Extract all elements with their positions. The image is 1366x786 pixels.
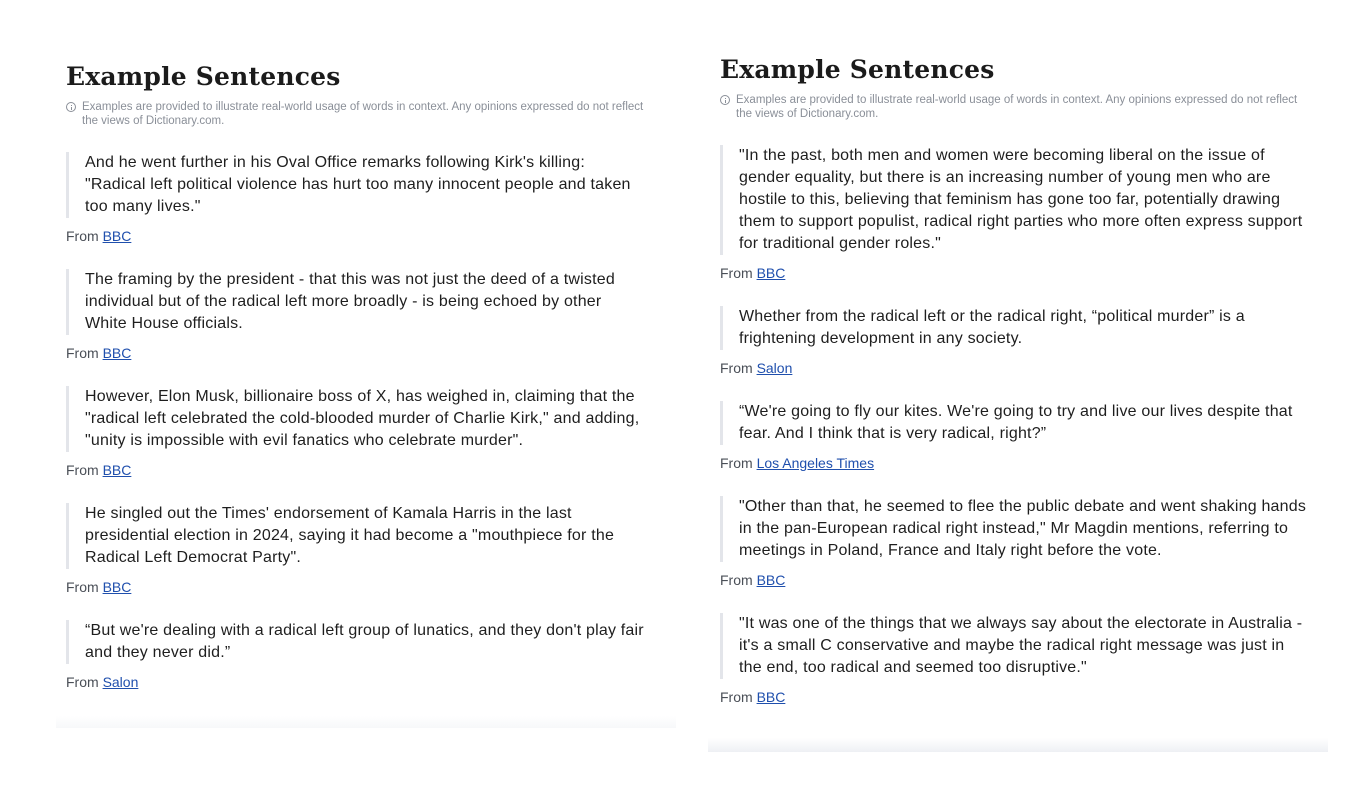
example-sentence bbox=[720, 401, 1310, 472]
source-link[interactable]: BBC bbox=[756, 572, 786, 588]
example-source bbox=[66, 344, 646, 362]
example-quote: The framing by the president - that this was not just the deed of a twisted individual but of the radical left more broadly - is being echoed by other White House officials. bbox=[66, 269, 646, 335]
example-sentence bbox=[720, 306, 1310, 377]
example-quote: And he went further in his Oval Office remarks following Kirk's killing: "Radical left political violence has hurt too many innocent people and taken too many lives." bbox=[66, 152, 646, 218]
example-source bbox=[720, 688, 1310, 706]
example-sentence bbox=[66, 620, 646, 691]
example-source bbox=[720, 571, 1310, 589]
example-sentence bbox=[66, 503, 646, 596]
disclaimer bbox=[720, 93, 1310, 121]
disclaimer-text: Examples are provided to illustrate real-world usage of words in context. Any opinions expressed do not reflect the views of Dictionary.com. bbox=[736, 94, 1298, 120]
example-sentence bbox=[66, 269, 646, 362]
example-quote: "Other than that, he seemed to flee the public debate and went shaking hands in the pan-European radical right instead," Mr Magdin mentions, referring to meetings in Poland, France and Italy right before the vote. bbox=[720, 496, 1310, 562]
example-source bbox=[720, 359, 1310, 377]
example-source bbox=[720, 264, 1310, 282]
example-quote: He singled out the Times' endorsement of Kamala Harris in the last presidential election in 2024, saying it had become a "mouthpiece for the Radical Left Democrat Party". bbox=[66, 503, 646, 569]
example-source bbox=[66, 578, 646, 596]
panel-fade bbox=[708, 738, 1328, 752]
example-quote: However, Elon Musk, billionaire boss of X, has weighed in, claiming that the "radical left celebrated the cold-blooded murder of Charlie Kirk," and adding, "unity is impossible with evil fanatics who celebrate murder". bbox=[66, 386, 646, 452]
from-label: From bbox=[720, 360, 753, 376]
example-quote: "In the past, both men and women were becoming liberal on the issue of gender equality, but there is an increasing number of young men who are hostile to this, believing that feminism has gone too far, potentially drawing them to support populist, radical right parties who more often express support for traditional gender roles." bbox=[720, 145, 1310, 255]
from-label: From bbox=[720, 265, 753, 281]
example-sentence bbox=[66, 152, 646, 245]
source-link[interactable]: BBC bbox=[102, 579, 132, 595]
disclaimer bbox=[66, 100, 646, 128]
info-icon bbox=[720, 95, 730, 105]
source-link[interactable]: BBC bbox=[102, 228, 132, 244]
source-link[interactable]: Los Angeles Times bbox=[756, 455, 875, 471]
example-source bbox=[66, 461, 646, 479]
disclaimer-text: Examples are provided to illustrate real-world usage of words in context. Any opinions expressed do not reflect the views of Dictionary.com. bbox=[82, 101, 644, 127]
from-label: From bbox=[66, 462, 99, 478]
example-sentence bbox=[720, 613, 1310, 706]
example-source bbox=[66, 673, 646, 691]
example-quote: "It was one of the things that we always say about the electorate in Australia - it's a small C conservative and maybe the radical right message was just in the end, too radical and seemed too disruptive." bbox=[720, 613, 1310, 679]
source-link[interactable]: Salon bbox=[756, 360, 793, 376]
section-title: Example Sentences bbox=[720, 55, 995, 84]
source-link[interactable]: Salon bbox=[102, 674, 139, 690]
example-sentence bbox=[720, 496, 1310, 589]
section-title: Example Sentences bbox=[66, 62, 341, 91]
example-source bbox=[720, 454, 1310, 472]
source-link[interactable]: BBC bbox=[756, 265, 786, 281]
from-label: From bbox=[66, 228, 99, 244]
source-link[interactable]: BBC bbox=[102, 462, 132, 478]
from-label: From bbox=[66, 579, 99, 595]
example-sentence bbox=[720, 145, 1310, 282]
from-label: From bbox=[720, 689, 753, 705]
panel-fade bbox=[56, 716, 676, 728]
example-sentences-panel-right bbox=[720, 53, 1310, 706]
example-quote: Whether from the radical left or the radical right, “political murder” is a frightening development in any society. bbox=[720, 306, 1310, 350]
source-link[interactable]: BBC bbox=[102, 345, 132, 361]
example-quote: “But we're dealing with a radical left group of lunatics, and they don't play fair and they never did.” bbox=[66, 620, 646, 664]
from-label: From bbox=[720, 572, 753, 588]
example-sentences-panel-left bbox=[66, 60, 646, 691]
from-label: From bbox=[66, 345, 99, 361]
from-label: From bbox=[720, 455, 753, 471]
example-source bbox=[66, 227, 646, 245]
example-quote: “We're going to fly our kites. We're going to try and live our lives despite that fear. And I think that is very radical, right?” bbox=[720, 401, 1310, 445]
info-icon bbox=[66, 102, 76, 112]
from-label: From bbox=[66, 674, 99, 690]
example-sentence bbox=[66, 386, 646, 479]
source-link[interactable]: BBC bbox=[756, 689, 786, 705]
